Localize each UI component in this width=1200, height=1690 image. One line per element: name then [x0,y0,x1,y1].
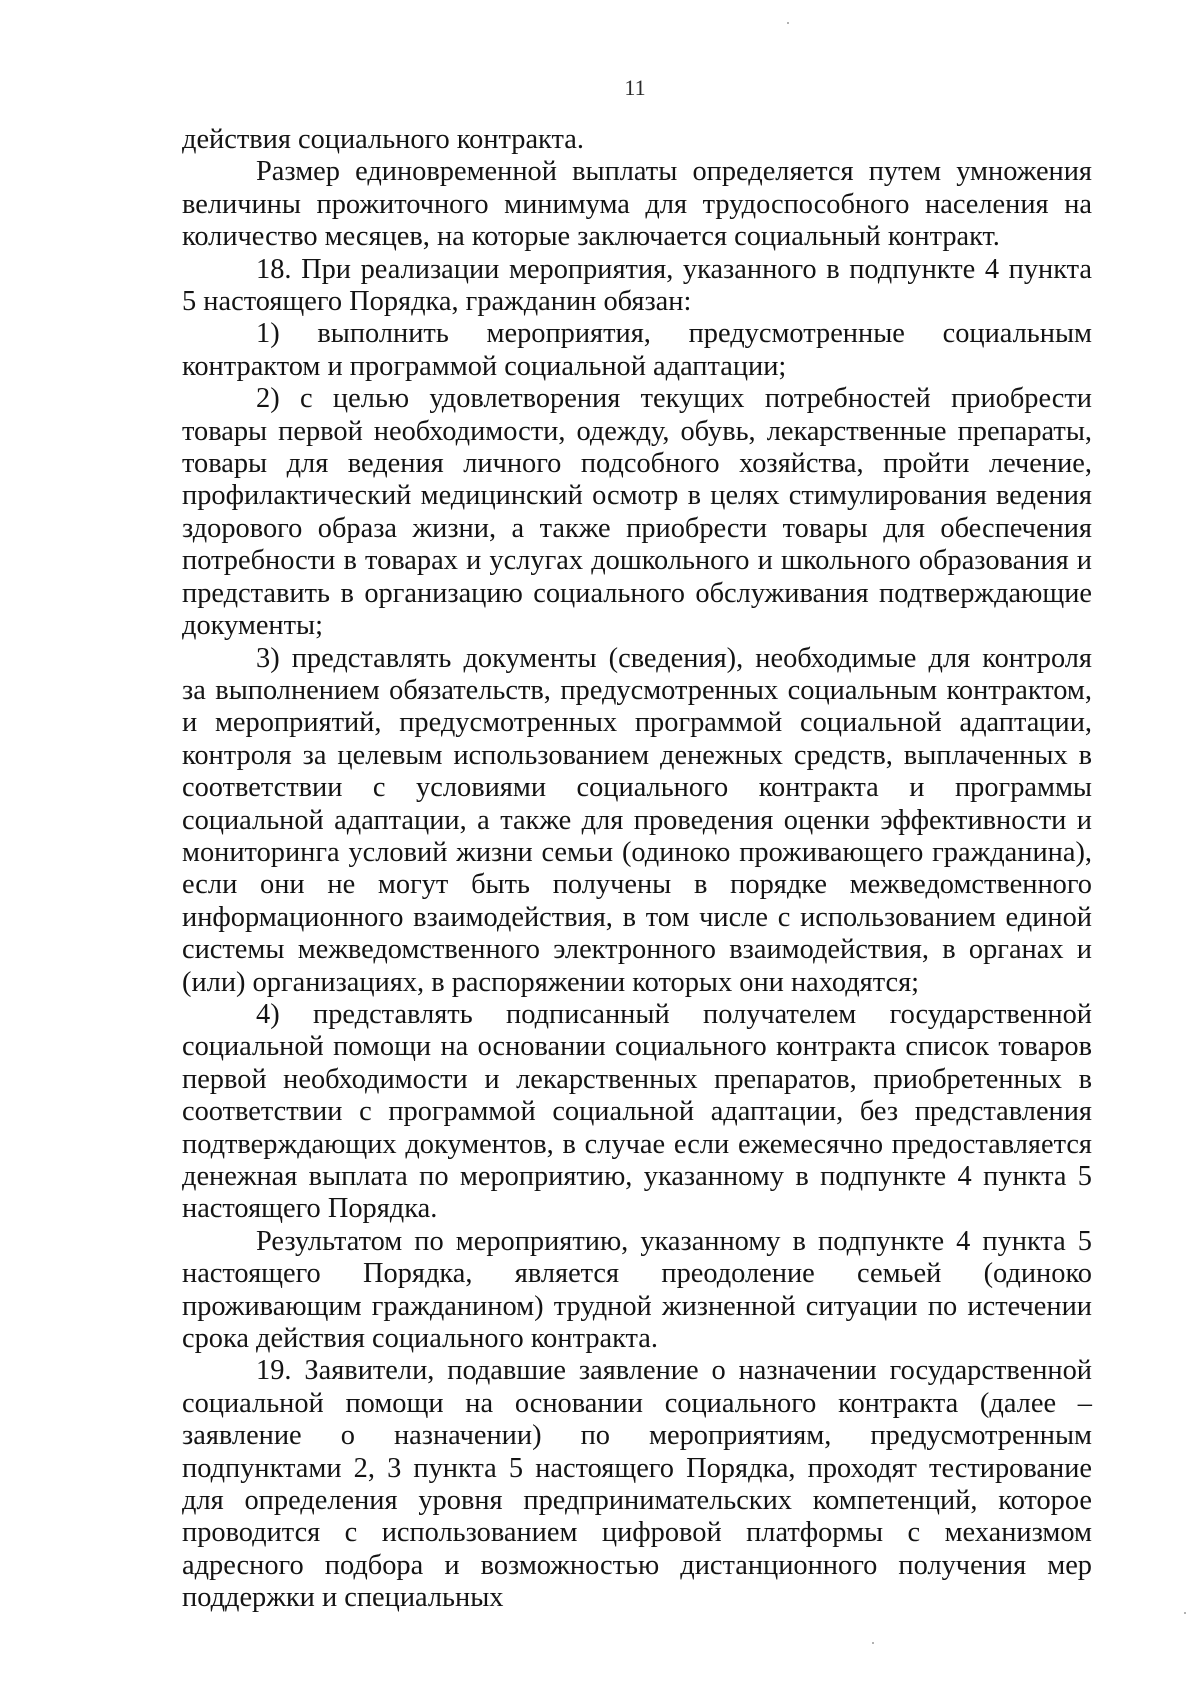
paragraph-subitem-1: 1) выполнить мероприятия, предусмотренные социальным контрактом и программой социальной адаптации; [182,318,1092,382]
paragraph-subitem-2: 2) с целью удовлетворения текущих потребностей приобрести товары первой необходимости, одежду, обувь, лекарственные препараты, товары для ведения личного подсобного хозяйства, пройти лечение, профилактический медицинский осмотр в целях стимулирования ведения здорового образа жизни, а также приобрести товары для обеспечения потребности в товарах и услугах дошкольного и школьного образования и представить в организацию социального обслуживания подтверждающие документы; [182,383,1092,642]
paragraph-item-18: 18. При реализации мероприятия, указанного в подпункте 4 пункта 5 настоящего Порядка, гражданин обязан: [182,253,1092,318]
paragraph-payment-size: Размер единовременной выплаты определяется путем умножения величины прожиточного минимума для трудоспособного населения на количество месяцев, на которые заключается социальный контракт. [182,156,1092,253]
page-number: 11 [624,75,646,100]
paragraph-subitem-4: 4) представлять подписанный получателем государственной социальной помощи на основании социального контракта список товаров первой необходимости и лекарственных препаратов, приобретенных в соответствии с программой социальной адаптации, без представления подтверждающих документов, в случае если ежемесячно предоставляется денежная выплата по мероприятию, указанному в подпункте 4 пункта 5 настоящего Порядка. [182,998,1092,1225]
scan-speck [872,1642,874,1644]
paragraph-subitem-3: 3) представлять документы (сведения), необходимые для контроля за выполнением обязательств, предусмотренных социальным контрактом, и мероприятий, предусмотренных программой социальной адаптации, контроля за целевым использованием денежных средств, выплаченных в соответствии с условиями социального контракта и программы социальной адаптации, а также для проведения оценки эффективности и мониторинга условий жизни семьи (одиноко проживающего гражданина), если они не могут быть получены в порядке межведомственного информационного взаимодействия, в том числе с использованием единой системы межведомственного электронного взаимодействия, в органах и (или) организациях, в распоряжении которых они находятся; [182,642,1092,998]
paragraph-continuation: действия социального контракта. [182,124,584,155]
scan-speck [1184,1612,1186,1614]
body-text [182,124,1092,1615]
paragraph-result: Результатом по мероприятию, указанному в подпункте 4 пункта 5 настоящего Порядка, является преодоление семьей (одиноко проживающим гражданином) трудной жизненной ситуации по истечении срока действия социального контракта. [182,1225,1092,1355]
scan-speck [787,22,789,24]
paragraph-item-19: 19. Заявители, подавшие заявление о назначении государственной социальной помощи на основании социального контракта (далее – заявление о назначении) по мероприятиям, предусмотренным подпунктами 2, 3 пункта 5 настоящего Порядка, проходят тестирование для определения уровня предпринимательских компетенций, которое проводится с использованием цифровой платформы с механизмом адресного подбора и возможностью дистанционного получения мер поддержки и специальных [182,1355,1092,1614]
